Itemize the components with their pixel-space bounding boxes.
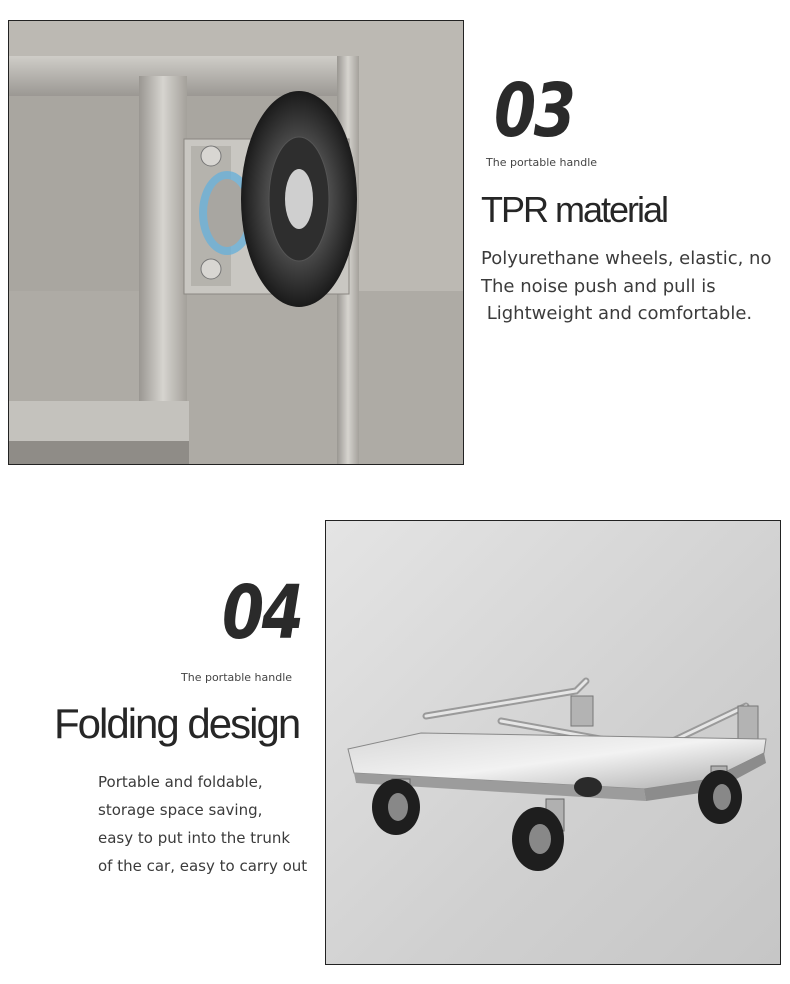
- description-line: Portable and foldable,: [98, 773, 263, 791]
- folding-trolley-illustration: [326, 521, 781, 965]
- description-line: storage space saving,: [98, 801, 263, 819]
- section-description-03: [481, 245, 771, 328]
- section-number-04: 04: [222, 570, 302, 656]
- folding-trolley-photo: [325, 520, 781, 965]
- section-heading-tpr-material: TPR material: [481, 189, 668, 230]
- section-number-03: 03: [494, 68, 574, 154]
- description-line: Lightweight and comfortable.: [481, 303, 753, 324]
- wheel-front-right: [512, 799, 564, 871]
- description-line: The noise push and pull is: [481, 275, 716, 297]
- caster-wheel-illustration: [9, 21, 464, 465]
- section-tag-03: The portable handle: [486, 156, 598, 169]
- wheel-rear-left: [574, 777, 602, 797]
- section-tag-04: The portable handle: [181, 671, 293, 684]
- section-description-04: [98, 768, 307, 880]
- wheel-front-left: [372, 779, 420, 835]
- description-line: easy to put into the trunk: [98, 829, 291, 847]
- description-line: of the car, easy to carry out: [98, 857, 308, 875]
- description-line: Polyurethane wheels, elastic, no: [481, 248, 772, 269]
- caster-wheel-closeup-photo: [8, 20, 464, 465]
- section-heading-folding-design: Folding design: [54, 700, 300, 747]
